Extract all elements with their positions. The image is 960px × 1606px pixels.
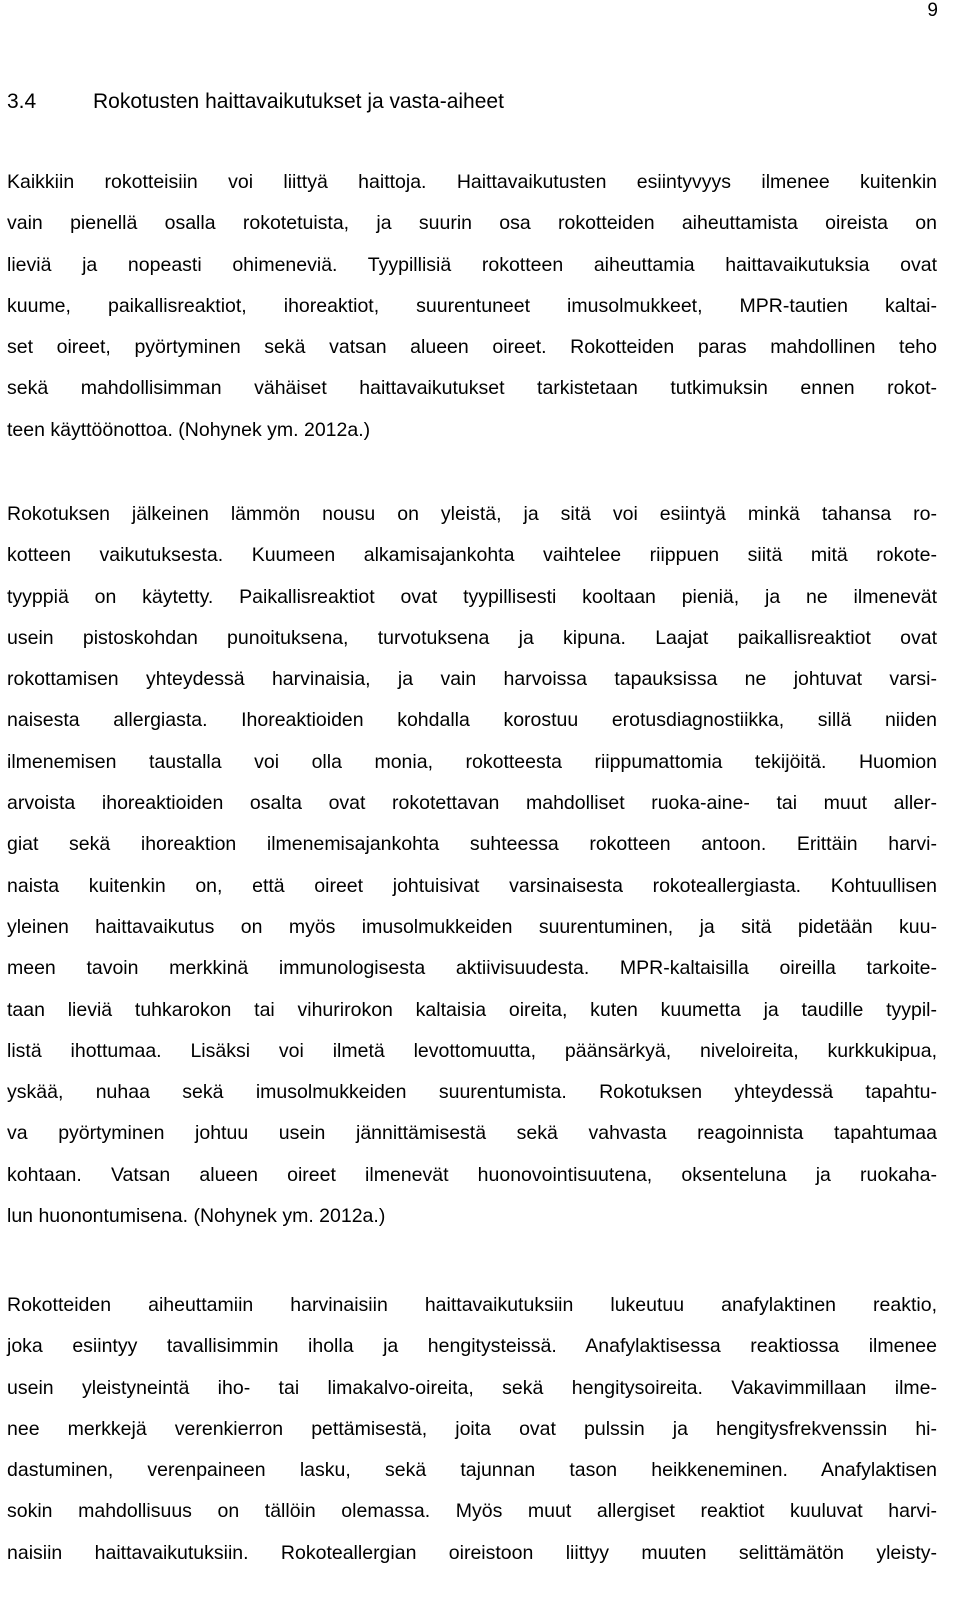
paragraph-line: set oireet, pyörtyminen sekä vatsan alueen oireet. Rokotteiden paras mahdollinen teho — [7, 336, 937, 359]
paragraph-line: listä ihottumaa. Lisäksi voi ilmetä levottomuutta, päänsärkyä, niveloireita, kurkkukipua, — [7, 1039, 937, 1062]
paragraph-line: dastuminen, verenpaineen lasku, sekä tajunnan tason heikkeneminen. Anafylaktisen — [7, 1459, 937, 1482]
paragraph-line: teen käyttöönottoa. (Nohynek ym. 2012a.) — [7, 418, 371, 441]
paragraph-line: joka esiintyy tavallisimmin iholla ja hengitysteissä. Anafylaktisessa reaktiossa ilmenee — [7, 1335, 937, 1358]
paragraph-line: Rokotuksen jälkeinen lämmön nousu on yleistä, ja sitä voi esiintyä minkä tahansa ro- — [7, 503, 937, 525]
paragraph-line: arvoista ihoreaktioiden osalta ovat rokotettavan mahdolliset ruoka-aine- tai muut aller- — [7, 792, 937, 815]
section-heading — [7, 88, 504, 116]
paragraph-line: Kaikkiin rokotteisiin voi liittyä haittoja. Haittavaikutusten esiintyvyys ilmenee kuitenkin — [7, 171, 937, 193]
paragraph-line: rokottamisen yhteydessä harvinaisia, ja vain harvoissa tapauksissa ne johtuvat varsi- — [7, 668, 937, 691]
paragraph-2 — [7, 494, 937, 1237]
paragraph-3 — [7, 1285, 937, 1574]
paragraph-line: naisiin haittavaikutuksiin. Rokoteallergian oireistoon liittyy muuten selittämätön yleisty- — [7, 1541, 937, 1564]
paragraph-line: kohtaan. Vatsan alueen oireet ilmenevät huonovointisuutena, oksenteluna ja ruokaha- — [7, 1163, 937, 1186]
paragraph-line: usein pistoskohdan punoituksena, turvotuksena ja kipuna. Laajat paikallisreaktiot ovat — [7, 626, 937, 649]
paragraph-1 — [7, 162, 937, 451]
paragraph-line: taan lieviä tuhkarokon tai vihurirokon kaltaisia oireita, kuten kuumetta ja taudille tyypil- — [7, 998, 937, 1021]
paragraph-line: giat sekä ihoreaktion ilmenemisajankohta suhteessa rokotteen antoon. Erittäin harvi- — [7, 833, 937, 856]
paragraph-line: nee merkkejä verenkierron pettämisestä, joita ovat pulssin ja hengitysfrekvenssin hi- — [7, 1417, 937, 1440]
page-number: 9 — [927, 0, 938, 21]
paragraph-line: sokin mahdollisuus on tällöin olemassa. Myös muut allergiset reaktiot kuuluvat harvi- — [7, 1500, 937, 1523]
section-number: 3.4 — [7, 90, 37, 113]
paragraph-line: kotteen vaikutuksesta. Kuumeen alkamisajankohta vaihtelee riippuen siitä mitä rokote- — [7, 544, 937, 567]
paragraph-line: usein yleistyneintä iho- tai limakalvo-oireita, sekä hengitysoireita. Vakavimmillaan ilme- — [7, 1376, 937, 1399]
paragraph-line: meen tavoin merkkinä immunologisesta aktiivisuudesta. MPR-kaltaisilla oireilla tarkoite- — [7, 957, 937, 980]
paragraph-line: ilmenemisen taustalla voi olla monia, rokotteesta riippumattomia tekijöitä. Huomion — [7, 750, 937, 773]
paragraph-line: vain pienellä osalla rokotetuista, ja suurin osa rokotteiden aiheuttamista oireista on — [7, 212, 937, 235]
paragraph-line: kuume, paikallisreaktiot, ihoreaktiot, suurentuneet imusolmukkeet, MPR-tautien kaltai- — [7, 294, 937, 317]
paragraph-line: naisesta allergiasta. Ihoreaktioiden kohdalla korostuu erotusdiagnostiikka, sillä niiden — [7, 709, 937, 732]
section-title: Rokotusten haittavaikutukset ja vasta-aiheet — [93, 90, 504, 113]
paragraph-line: lieviä ja nopeasti ohimeneviä. Tyypillisiä rokotteen aiheuttamia haittavaikutuksia ovat — [7, 253, 937, 276]
paragraph-line: tyyppiä on käytetty. Paikallisreaktiot ovat tyypillisesti kooltaan pieniä, ja ne ilmenevät — [7, 585, 937, 608]
paragraph-line: yleinen haittavaikutus on myös imusolmukkeiden suurentuminen, ja sitä pidetään kuu- — [7, 915, 937, 938]
paragraph-line: sekä mahdollisimman vähäiset haittavaikutukset tarkistetaan tutkimuksin ennen rokot- — [7, 377, 937, 400]
paragraph-line: naista kuitenkin on, että oireet johtuisivat varsinaisesta rokoteallergiasta. Kohtuullisen — [7, 874, 937, 897]
paragraph-line: lun huonontumisena. (Nohynek ym. 2012a.) — [7, 1205, 386, 1228]
paragraph-line: Rokotteiden aiheuttamiin harvinaisiin haittavaikutuksiin lukeutuu anafylaktinen reaktio, — [7, 1294, 937, 1316]
paragraph-line: yskää, nuhaa sekä imusolmukkeiden suurentumista. Rokotuksen yhteydessä tapahtu- — [7, 1081, 937, 1104]
paragraph-line: va pyörtyminen johtuu usein jännittämisestä sekä vahvasta reagoinnista tapahtumaa — [7, 1122, 937, 1145]
